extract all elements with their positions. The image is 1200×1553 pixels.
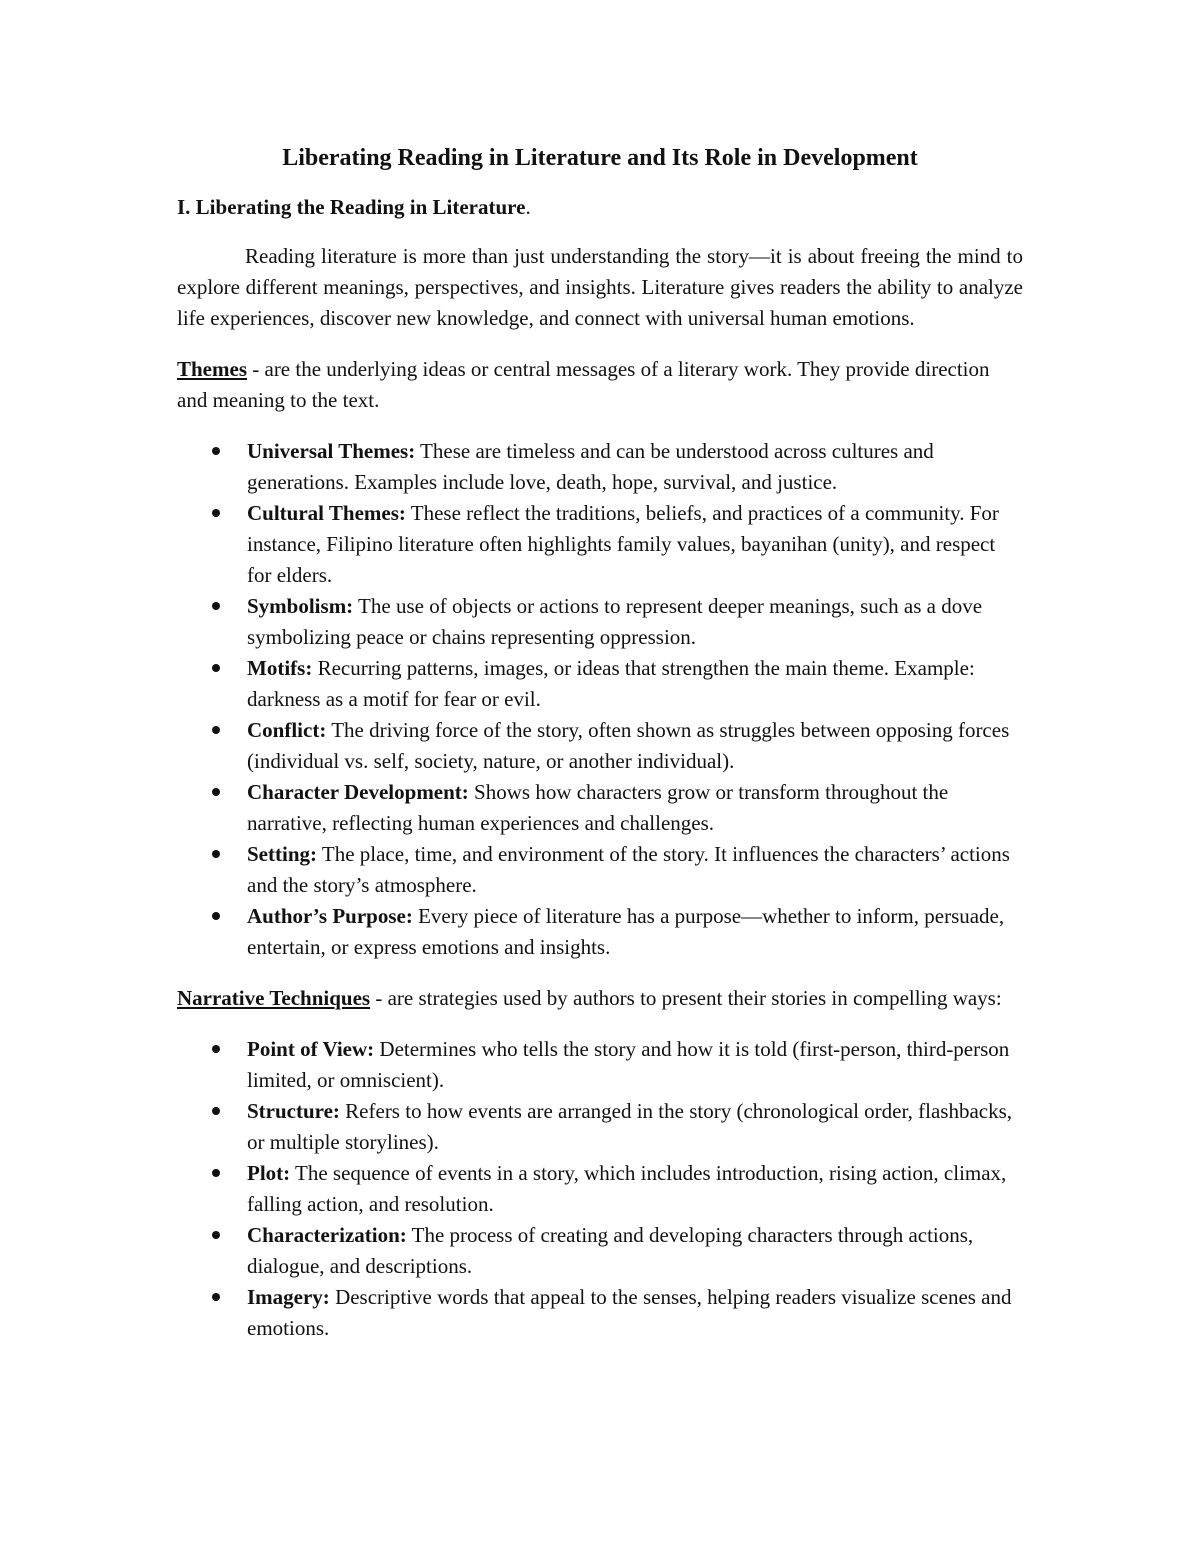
bullet-icon (212, 788, 220, 796)
bullet-icon (212, 664, 220, 672)
section-heading (177, 192, 1023, 223)
list-item-text: Shows how characters grow or transform throughout the narrative, reflecting human experiences and challenges. (247, 780, 949, 835)
list-item (177, 715, 1023, 777)
bullet-icon (212, 447, 220, 455)
bullet-icon (212, 1107, 220, 1115)
list-item (177, 591, 1023, 653)
bullet-icon (212, 1045, 220, 1053)
section-heading-trail: . (525, 195, 531, 219)
themes-term: Themes (177, 357, 247, 381)
bullet-icon (212, 912, 220, 920)
bullet-icon (212, 850, 220, 858)
bullet-icon (212, 602, 220, 610)
list-item-text: These reflect the traditions, beliefs, and practices of a community. For instance, Filipino literature often highlights family values, bayanihan (unity), and respect for elders. (247, 501, 999, 587)
bullet-icon (212, 509, 220, 517)
section-heading-text: I. Liberating the Reading in Literature (177, 195, 526, 219)
list-item-text: The sequence of events in a story, which includes introduction, rising action, climax, falling action, and resolution. (247, 1161, 1007, 1216)
themes-definition (177, 354, 1023, 416)
document-title: Liberating Reading in Literature and Its Role in Development (282, 145, 918, 171)
list-item (177, 839, 1023, 901)
list-item-term: Imagery: (247, 1285, 330, 1309)
list-item-term: Symbolism: (247, 594, 354, 618)
narrative-techniques-definition (177, 983, 1023, 1014)
list-item-term: Cultural Themes: (247, 501, 406, 525)
list-item (177, 901, 1023, 963)
themes-definition-text: - are the underlying ideas or central messages of a literary work. They provide direction and meaning to the text. (177, 357, 990, 412)
list-item-term: Structure: (247, 1099, 340, 1123)
list-item-text: The place, time, and environment of the story. It influences the characters’ actions and the story’s atmosphere. (247, 842, 1010, 897)
list-item-text: The use of objects or actions to represent deeper meanings, such as a dove symbolizing peace or chains representing oppression. (247, 594, 983, 649)
list-item-text: Every piece of literature has a purpose—whether to inform, persuade, entertain, or express emotions and insights. (247, 904, 1005, 959)
list-item-text: The process of creating and developing characters through actions, dialogue, and descriptions. (247, 1223, 974, 1278)
list-item (177, 1158, 1023, 1220)
intro-paragraph: Reading literature is more than just understanding the story—it is about freeing the mind to explore different meanings, perspectives, and insights. Literature gives readers the ability to analyze life experiences, discover new knowledge, and connect with universal human emotions. (177, 244, 1023, 330)
list-item (177, 777, 1023, 839)
narrative-techniques-list (177, 1034, 1023, 1344)
list-item-term: Motifs: (247, 656, 313, 680)
list-item-term: Plot: (247, 1161, 291, 1185)
list-item-text: The driving force of the story, often shown as struggles between opposing forces (individual vs. self, society, nature, or another individual). (247, 718, 1010, 773)
list-item (177, 653, 1023, 715)
bullet-icon (212, 1231, 220, 1239)
list-item-term: Characterization: (247, 1223, 407, 1247)
list-item-term: Universal Themes: (247, 439, 416, 463)
list-item-text: Recurring patterns, images, or ideas that strengthen the main theme. Example: darkness as a motif for fear or evil. (247, 656, 975, 711)
narrative-techniques-term: Narrative Techniques (177, 986, 371, 1010)
list-item-text: These are timeless and can be understood across cultures and generations. Examples include love, death, hope, survival, and justice. (247, 439, 934, 494)
list-item-text: Refers to how events are arranged in the story (chronological order, flashbacks, or multiple storylines). (247, 1099, 1013, 1154)
list-item-text: Descriptive words that appeal to the senses, helping readers visualize scenes and emotions. (247, 1285, 1012, 1340)
themes-list (177, 436, 1023, 963)
list-item-term: Point of View: (247, 1037, 375, 1061)
bullet-icon (212, 726, 220, 734)
list-item (177, 1282, 1023, 1344)
bullet-icon (212, 1293, 220, 1301)
list-item (177, 498, 1023, 591)
bullet-icon (212, 1169, 220, 1177)
list-item (177, 1096, 1023, 1158)
list-item-term: Author’s Purpose: (247, 904, 413, 928)
narrative-techniques-definition-text: - are strategies used by authors to present their stories in compelling ways: (370, 986, 1002, 1010)
list-item (177, 1034, 1023, 1096)
list-item-term: Character Development: (247, 780, 469, 804)
list-item (177, 436, 1023, 498)
list-item-term: Conflict: (247, 718, 327, 742)
list-item-text: Determines who tells the story and how it is told (first-person, third-person limited, or omniscient). (247, 1037, 1010, 1092)
list-item-term: Setting: (247, 842, 317, 866)
list-item (177, 1220, 1023, 1282)
document-body (177, 138, 1023, 1364)
